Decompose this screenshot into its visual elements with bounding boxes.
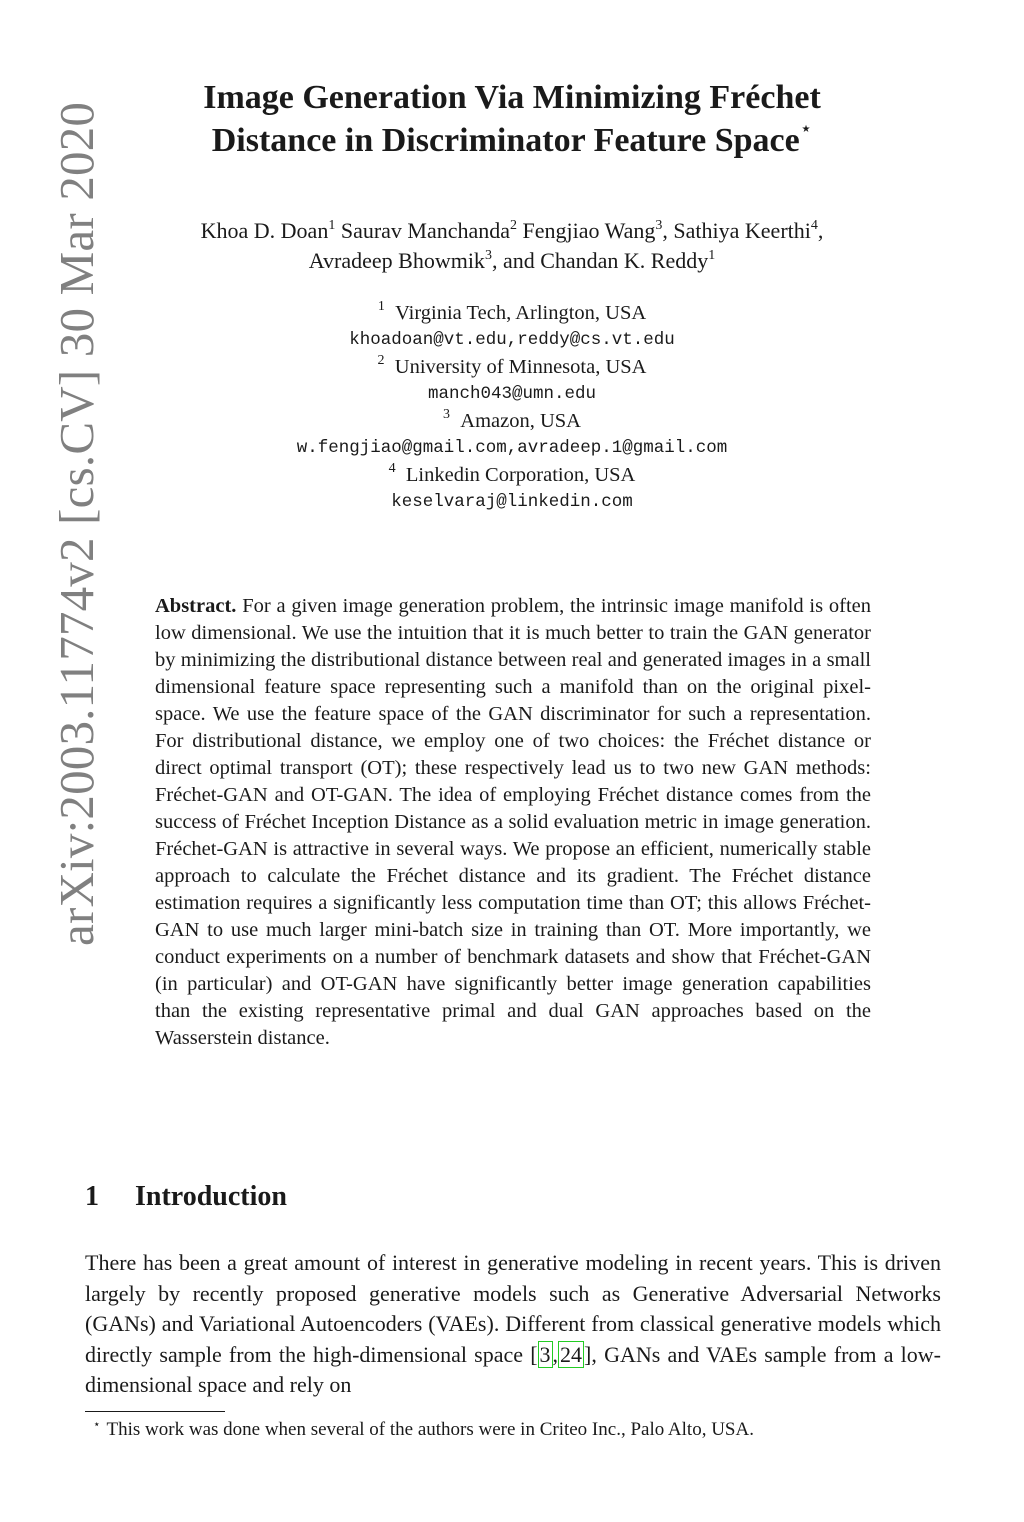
author-affiliation-mark: 1 <box>708 248 716 263</box>
affiliation <box>100 462 924 489</box>
citation-link[interactable]: 24 <box>560 1341 583 1367</box>
affiliation-number: 4 <box>388 461 396 476</box>
abstract-label: Abstract. <box>155 595 237 617</box>
affiliation-org: Virginia Tech, Arlington, USA <box>395 302 647 324</box>
citation-bracket: [ <box>530 1341 538 1367</box>
affiliation-email: keselvaraj@linkedin.com <box>391 492 633 512</box>
citation-bracket: ] <box>584 1341 592 1367</box>
author-name: Fengjiao Wang <box>522 218 656 243</box>
abstract-text: For a given image generation problem, the intrinsic image manifold is often low dimensional. We use the intuition that it is much better to train the GAN generator by minimizing the distributional distance between real and generated images in a small dimensional feature space representing such a manifold than on the original pixel-space. We use the feature space of the GAN discriminator for such a representation. For distributional distance, we employ one of two choices: the Fréchet distance or direct optimal transport (OT); these respectively lead us to two new GAN methods: Fréchet-GAN and OT-GAN. The idea of employing Fréchet distance comes from the success of Fréchet Inception Distance as a solid evaluation metric in image generation. Fréchet-GAN is attractive in several ways. We propose an efficient, numerically stable approach to calculate the Fréchet distance and its gradient. The Fréchet distance estimation requires a significantly less computation time than OT; this allows Fréchet-GAN to use much larger mini-batch size in training than OT. More importantly, we conduct experiments on a number of benchmark datasets and show that Fréchet-GAN (in particular) and OT-GAN have significantly better image generation capabilities than the existing representative primal and dual GAN approaches based on the Wasserstein distance. <box>155 595 872 1049</box>
affiliation-email: w.fengjiao@gmail.com,avradeep.1@gmail.com <box>296 438 728 458</box>
citation-link[interactable]: 3 <box>539 1341 551 1367</box>
section-number: 1 <box>85 1181 99 1212</box>
intro-text: , GANs and VAEs sample from a low-dimensional space and rely on <box>85 1341 942 1397</box>
affiliation <box>100 408 924 435</box>
author-affiliation-mark: 4 <box>810 218 818 233</box>
author-line-2 <box>100 246 924 276</box>
introduction-paragraph <box>85 1248 941 1401</box>
footnote-rule <box>85 1411 225 1412</box>
author-separator: , <box>662 218 674 243</box>
section-heading <box>85 1181 287 1213</box>
footnote-text: This work was done when several of the authors were in Criteo Inc., Palo Alto, USA. <box>106 1419 754 1440</box>
affiliation <box>100 354 924 381</box>
affiliation <box>100 300 924 327</box>
title-footnote-mark: ⋆ <box>799 118 813 140</box>
title-line-2-text: Distance in Discriminator Feature Space <box>211 122 800 159</box>
author-separator: , <box>817 218 824 243</box>
abstract <box>155 593 871 1052</box>
title-line-2 <box>100 119 924 162</box>
affiliation-email: manch043@umn.edu <box>427 384 597 404</box>
author-affiliation-mark: 3 <box>484 248 492 263</box>
author-name: Sathiya Keerthi <box>673 218 811 243</box>
author-separator: , and <box>491 248 541 273</box>
author-name: Chandan K. Reddy <box>540 248 709 273</box>
author-list <box>100 216 924 276</box>
affiliation-number: 1 <box>377 299 385 314</box>
author-affiliation-mark: 3 <box>655 218 663 233</box>
author-name: Khoa D. Doan <box>200 218 329 243</box>
affiliation-list <box>100 300 924 516</box>
section-title: Introduction <box>135 1181 287 1212</box>
author-name: Avradeep Bhowmik <box>308 248 485 273</box>
arxiv-identifier: arXiv:2003.11774v2 [cs.CV] 30 Mar 2020 <box>49 101 104 946</box>
paper-title <box>100 76 924 162</box>
affiliation-email: khoadoan@vt.edu,reddy@cs.vt.edu <box>349 330 675 350</box>
author-affiliation-mark: 1 <box>328 218 336 233</box>
affiliation-org: University of Minnesota, USA <box>394 356 647 378</box>
title-line-1: Image Generation Via Minimizing Fréchet <box>203 79 821 116</box>
citation-separator: , <box>552 1341 559 1367</box>
author-line-1 <box>100 216 924 246</box>
affiliation-number: 3 <box>443 407 451 422</box>
intro-text: There has been a great amount of interest in generative modeling in recent years. This is driven largely by recently proposed generative models such as Generative Adversarial Networks (GANs) and Variational Autoencoders (VAEs). Different from classical generative models which directly sample from the high-dimensional space <box>85 1250 941 1367</box>
author-affiliation-mark: 2 <box>510 218 518 233</box>
author-name: Saurav Manchanda <box>340 218 511 243</box>
footnote <box>85 1418 945 1442</box>
affiliation-number: 2 <box>377 353 385 368</box>
affiliation-org: Amazon, USA <box>460 410 581 432</box>
footnote-mark: ⋆ <box>93 1417 101 1431</box>
affiliation-org: Linkedin Corporation, USA <box>405 464 636 486</box>
